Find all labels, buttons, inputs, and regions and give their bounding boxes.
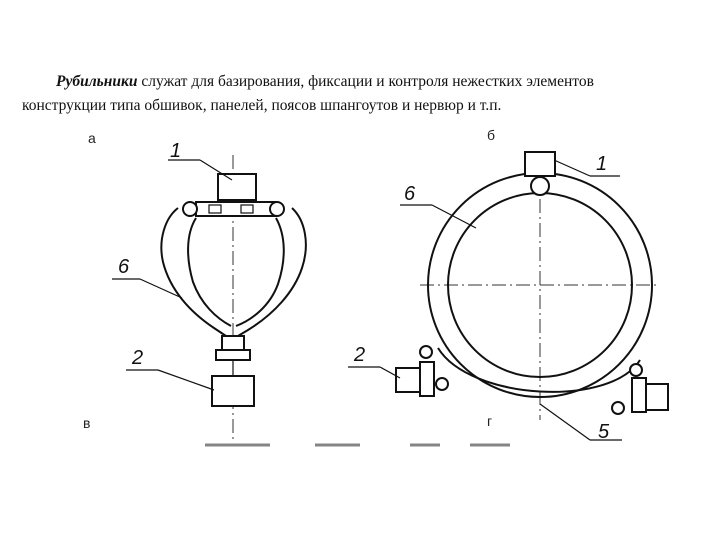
right-callout-5: 5 <box>598 421 610 443</box>
left-lower-nut <box>216 350 250 360</box>
left-lower-joint <box>222 336 244 350</box>
left-callout-2-leader <box>158 370 214 390</box>
left-arm-inner <box>188 218 231 326</box>
right-callout-6-leader <box>432 205 476 228</box>
left-callout-2: 2 <box>132 347 144 369</box>
left-pin-a <box>183 202 197 216</box>
left-pin-b <box>270 202 284 216</box>
left-bottom-block <box>212 376 254 406</box>
right-callout-5-leader <box>540 404 590 440</box>
right-top-block <box>525 152 555 176</box>
left-top-block <box>218 174 256 200</box>
right-arm-outer <box>238 208 306 336</box>
caption-lead-term: Рубильники <box>56 73 138 90</box>
right-fixture <box>348 152 668 443</box>
left-callout-1: 1 <box>170 140 182 162</box>
right-left-bracket <box>420 362 434 396</box>
right-right-pin-a <box>630 364 642 376</box>
right-left-pin-a <box>420 346 432 358</box>
panel-label-g: г <box>487 413 493 429</box>
panel-label-b: б <box>487 127 496 143</box>
left-fixture <box>112 140 306 440</box>
right-callout-1-leader <box>554 160 590 176</box>
panel-label-v: в <box>83 415 91 431</box>
right-left-pin-b <box>436 378 448 390</box>
right-arm-inner <box>236 218 284 326</box>
left-hinge-bar <box>196 202 276 216</box>
right-callout-2: 2 <box>354 344 366 366</box>
left-callout-6-leader <box>140 279 182 298</box>
caption-line-2: конструкции типа обшивок, панелей, поясов шпангоутов и нервюр и т.п. <box>22 97 502 114</box>
right-right-block <box>646 384 668 410</box>
right-callout-1: 1 <box>596 153 608 175</box>
right-callout-6: 6 <box>404 183 416 205</box>
panel-label-a: а <box>88 130 96 146</box>
right-right-bracket <box>632 378 646 412</box>
left-callout-1-leader <box>200 160 232 180</box>
caption-line-1-text: служат для базирования, фиксации и контроля нежестких элементов <box>137 73 594 90</box>
left-callout-6: 6 <box>118 256 130 278</box>
right-top-pin <box>531 177 549 195</box>
right-right-pin-b <box>612 402 624 414</box>
right-left-block <box>396 368 422 392</box>
